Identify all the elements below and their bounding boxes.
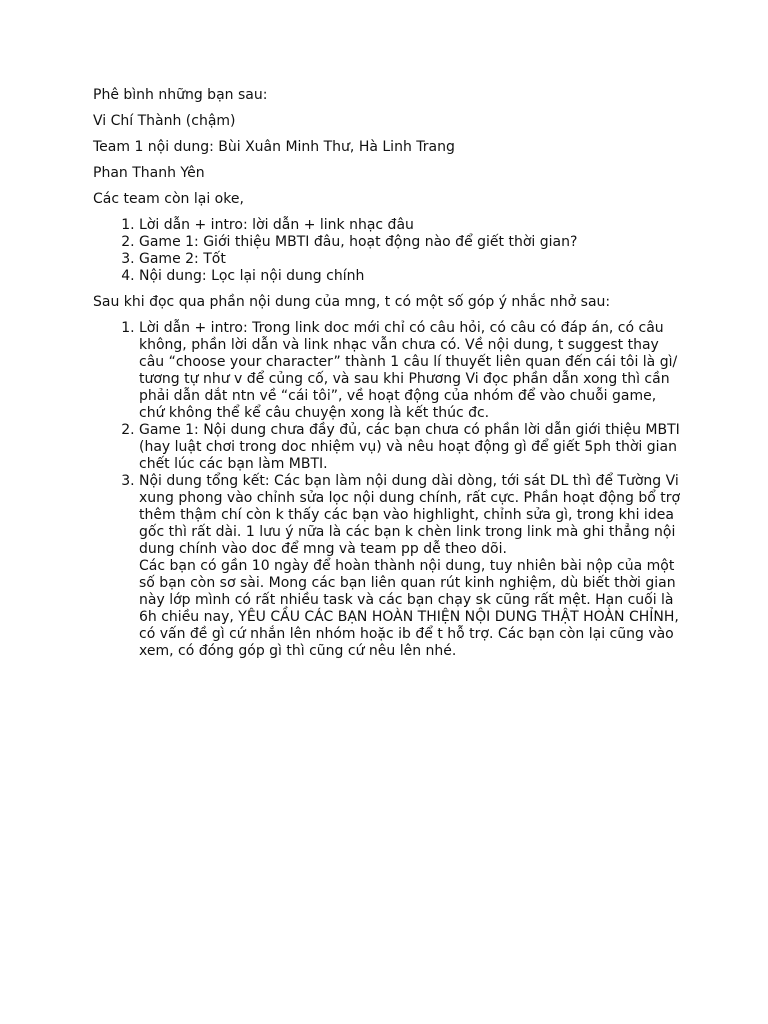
member-team-1: Team 1 nội dung: Bùi Xuân Minh Thư, Hà Linh Trang bbox=[93, 139, 455, 155]
short-issues-list bbox=[93, 217, 683, 285]
list-item-text: 3. Nội dung tổng kết: Các bạn làm nội dung dài dòng, tới sát DL thì để Tường Vi xung phong vào chỉnh sửa lọc nội dung chính, rất cực. Phần hoạt động bổ trợ thêm thậm chí còn k thấy các bạn vào highlight, chỉnh sửa gì, trong khi idea gốc thì rất dài. 1 lưu ý nữa là các bạn k chèn link trong link mà ghi thẳng nội dung chính vào doc để mng và team pp dễ theo dõi. bbox=[139, 473, 681, 557]
member-name-1: Vi Chí Thành (chậm) bbox=[93, 113, 236, 129]
closing-paragraph: Các bạn có gần 10 ngày để hoàn thành nội dung, tuy nhiên bài nộp của một số bạn còn sơ sài. Mong các bạn liên quan rút kinh nghiệm, dù biết thời gian này lớp mình có rất nhiều task và các bạn chạy sk cũng rất mệt. Hạn cuối là 6h chiều nay, YÊU CẦU CÁC BẠN HOÀN THIỆN NỘI DUNG THẬT HOÀN CHỈNH, có vấn đề gì cứ nhắn lên nhóm hoặc ib để t hỗ trợ. Các bạn còn lại cũng vào xem, có đóng góp gì thì cũng cứ nêu lên nhé. bbox=[139, 558, 679, 659]
list-item: 4. Nội dung: Lọc lại nội dung chính bbox=[139, 268, 683, 285]
other-teams-line: Các team còn lại oke, bbox=[93, 191, 244, 207]
feedback-intro: Sau khi đọc qua phần nội dung của mng, t có một số góp ý nhắc nhở sau: bbox=[93, 294, 611, 310]
list-item: 2. Game 1: Giới thiệu MBTI đâu, hoạt động nào để giết thời gian? bbox=[139, 234, 683, 251]
list-item bbox=[139, 473, 683, 660]
member-name-2: Phan Thanh Yên bbox=[93, 165, 205, 181]
list-item: 1. Lời dẫn + intro: Trong link doc mới chỉ có câu hỏi, có câu có đáp án, có câu không, phần lời dẫn và link nhạc vẫn chưa có. Về nội dung, t suggest thay câu “choose your character” thành 1 câu lí thuyết liên quan đến cái tôi là gì/ tương tự như v để củng cố, và sau khi Phương Vi đọc phần dẫn xong thì cần phải dẫn dắt ntn về “cái tôi”, về hoạt động của nhóm để vào chuỗi game, chứ không thể kể câu chuyện xong là kết thúc đc. bbox=[139, 320, 683, 422]
feedback-list bbox=[93, 320, 683, 660]
list-item: 2. Game 1: Nội dung chưa đầy đủ, các bạn chưa có phần lời dẫn giới thiệu MBTI (hay luật chơi trong doc nhiệm vụ) và nêu hoạt động gì để giết 5ph thời gian chết lúc các bạn làm MBTI. bbox=[139, 422, 683, 473]
list-item: 3. Game 2: Tốt bbox=[139, 251, 683, 268]
list-item: 1. Lời dẫn + intro: lời dẫn + link nhạc đâu bbox=[139, 217, 683, 234]
critique-heading: Phê bình những bạn sau: bbox=[93, 87, 268, 103]
document-body bbox=[93, 87, 683, 669]
